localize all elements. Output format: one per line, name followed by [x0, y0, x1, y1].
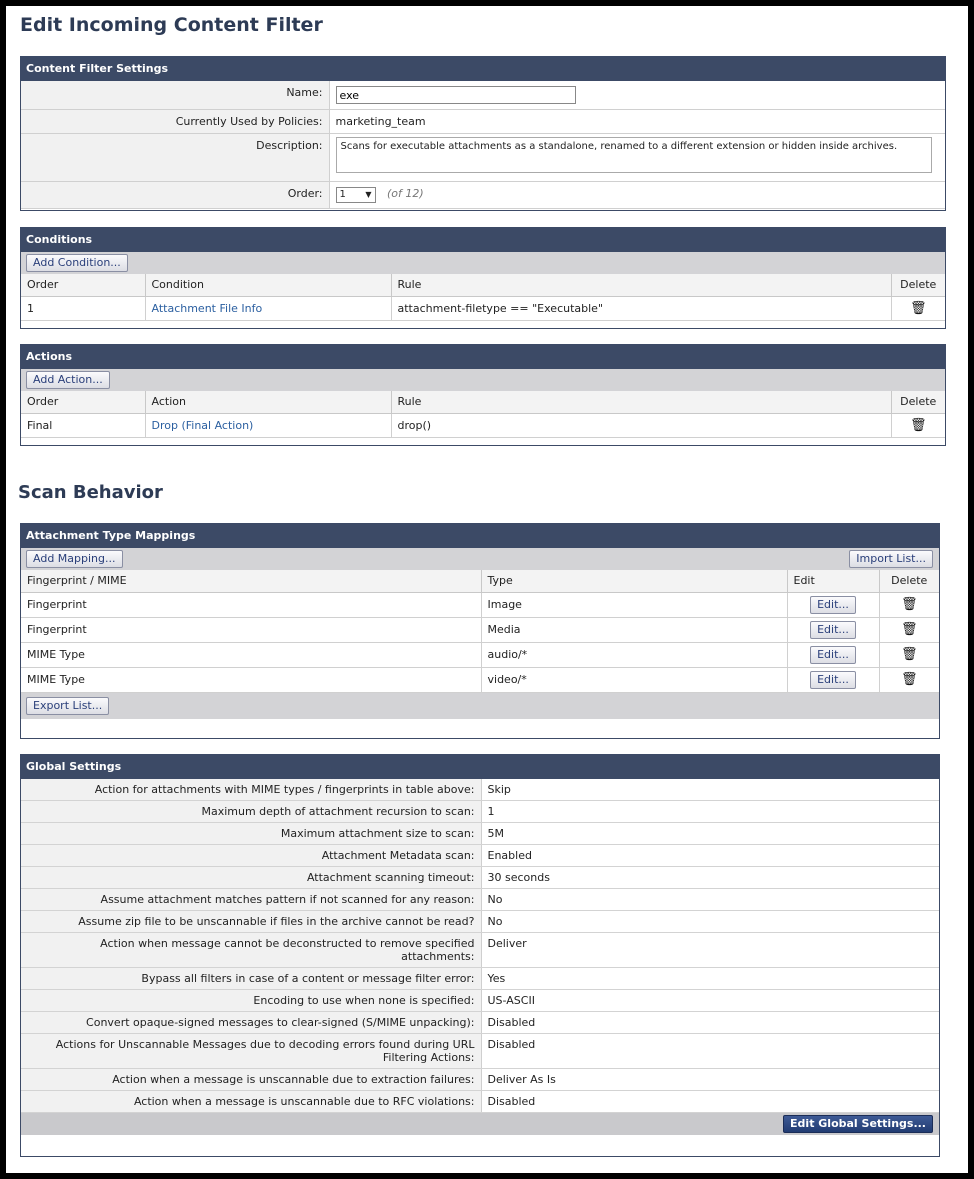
add-mapping-button[interactable]: Add Mapping... [26, 550, 123, 568]
setting-value: Yes [481, 968, 939, 990]
mapping-type: Image [481, 592, 787, 617]
add-action-button[interactable]: Add Action... [26, 371, 110, 389]
setting-label: Encoding to use when none is specified: [21, 990, 481, 1012]
setting-row [21, 933, 939, 968]
column-header: Condition [145, 274, 391, 296]
mapping-kind: Fingerprint [21, 592, 481, 617]
condition-order: 1 [21, 296, 145, 320]
setting-row [21, 867, 939, 889]
condition-rule: attachment-filetype == "Executable" [391, 296, 891, 320]
mappings-footer [21, 693, 939, 719]
description-textarea[interactable]: Scans for executable attachments as a standalone, renamed to a different extension or hidden inside archives. [336, 137, 932, 173]
table-row [21, 667, 939, 692]
table-header-row [21, 570, 939, 592]
attachment-mappings-panel [20, 523, 940, 739]
setting-value: 1 [481, 801, 939, 823]
setting-value: No [481, 911, 939, 933]
setting-row [21, 1034, 939, 1069]
setting-label: Assume zip file to be unscannable if files in the archive cannot be read? [21, 911, 481, 933]
setting-value: Disabled [481, 1034, 939, 1069]
setting-value: Disabled [481, 1091, 939, 1113]
actions-toolbar [21, 369, 945, 391]
mappings-table [21, 570, 939, 693]
panel-header: Attachment Type Mappings [21, 524, 939, 548]
table-header-row [21, 274, 945, 296]
edit-mapping-button[interactable]: Edit... [810, 621, 856, 639]
setting-row [21, 1091, 939, 1113]
column-header: Fingerprint / MIME [21, 570, 481, 592]
conditions-toolbar [21, 252, 945, 274]
setting-label: Action when message cannot be deconstructed to remove specified attachments: [21, 933, 481, 968]
setting-value: Enabled [481, 845, 939, 867]
column-header: Action [145, 391, 391, 413]
trash-icon[interactable]: 🗑 [900, 671, 918, 687]
setting-label: Convert opaque-signed messages to clear-signed (S/MIME unpacking): [21, 1012, 481, 1034]
setting-row [21, 801, 939, 823]
order-label: Order: [21, 182, 329, 209]
setting-value: Disabled [481, 1012, 939, 1034]
description-label: Description: [21, 134, 329, 182]
content-filter-form [21, 81, 945, 209]
panel-header: Actions [21, 345, 945, 369]
edit-mapping-button[interactable]: Edit... [810, 646, 856, 664]
mapping-type: audio/* [481, 642, 787, 667]
table-row [21, 642, 939, 667]
mappings-toolbar [21, 548, 939, 570]
used-by-label: Currently Used by Policies: [21, 110, 329, 134]
trash-icon[interactable]: 🗑 [900, 621, 918, 637]
setting-row [21, 845, 939, 867]
column-header: Edit [787, 570, 879, 592]
setting-value: Deliver As Is [481, 1069, 939, 1091]
column-header: Rule [391, 391, 891, 413]
setting-label: Maximum depth of attachment recursion to scan: [21, 801, 481, 823]
setting-row [21, 779, 939, 801]
setting-row [21, 990, 939, 1012]
setting-value: No [481, 889, 939, 911]
table-row [21, 413, 945, 437]
order-select[interactable] [336, 187, 376, 203]
column-header: Order [21, 391, 145, 413]
trash-icon[interactable]: 🗑 [900, 596, 918, 612]
conditions-table [21, 274, 945, 321]
edit-mapping-button[interactable]: Edit... [810, 671, 856, 689]
actions-panel [20, 344, 946, 446]
setting-label: Action when a message is unscannable due to extraction failures: [21, 1069, 481, 1091]
order-total: (of 12) [387, 187, 424, 200]
setting-label: Bypass all filters in case of a content or message filter error: [21, 968, 481, 990]
column-header: Delete [891, 391, 945, 413]
setting-value: 30 seconds [481, 867, 939, 889]
edit-mapping-button[interactable]: Edit... [810, 596, 856, 614]
name-label: Name: [21, 81, 329, 110]
table-row [21, 296, 945, 320]
global-settings-panel [20, 754, 940, 1157]
setting-label: Action when a message is unscannable due to RFC violations: [21, 1091, 481, 1113]
page-title: Edit Incoming Content Filter [20, 14, 323, 36]
actions-table [21, 391, 945, 438]
action-link[interactable]: Drop (Final Action) [151, 418, 254, 432]
setting-row [21, 1012, 939, 1034]
mapping-kind: MIME Type [21, 642, 481, 667]
export-list-button[interactable]: Export List... [26, 697, 109, 715]
order-select-value: 1 [339, 189, 346, 200]
trash-icon[interactable]: 🗑 [900, 646, 918, 662]
setting-row [21, 968, 939, 990]
global-settings-footer [21, 1113, 939, 1135]
setting-value: US-ASCII [481, 990, 939, 1012]
setting-value: 5M [481, 823, 939, 845]
table-header-row [21, 391, 945, 413]
scan-behavior-title: Scan Behavior [18, 482, 163, 503]
action-rule: drop() [391, 413, 891, 437]
panel-header: Conditions [21, 228, 945, 252]
setting-label: Attachment Metadata scan: [21, 845, 481, 867]
action-order: Final [21, 413, 145, 437]
setting-value: Deliver [481, 933, 939, 968]
mapping-kind: MIME Type [21, 667, 481, 692]
condition-link[interactable]: Attachment File Info [151, 301, 263, 315]
page-frame [6, 6, 968, 1173]
setting-value: Skip [481, 779, 939, 801]
edit-global-settings-button[interactable]: Edit Global Settings... [783, 1115, 933, 1133]
column-header: Delete [879, 570, 939, 592]
setting-row [21, 889, 939, 911]
setting-label: Maximum attachment size to scan: [21, 823, 481, 845]
setting-row [21, 911, 939, 933]
trash-icon[interactable]: 🗑 [909, 300, 927, 316]
setting-row [21, 1069, 939, 1091]
conditions-panel [20, 227, 946, 329]
column-header: Delete [891, 274, 945, 296]
mapping-type: Media [481, 617, 787, 642]
trash-icon[interactable]: 🗑 [909, 417, 927, 433]
content-filter-settings-panel [20, 56, 946, 211]
table-row [21, 592, 939, 617]
setting-label: Attachment scanning timeout: [21, 867, 481, 889]
mapping-kind: Fingerprint [21, 617, 481, 642]
column-header: Rule [391, 274, 891, 296]
mapping-type: video/* [481, 667, 787, 692]
name-input[interactable] [336, 86, 576, 104]
used-by-value: marketing_team [329, 110, 945, 134]
table-row [21, 617, 939, 642]
global-settings-table [21, 779, 939, 1113]
column-header: Type [481, 570, 787, 592]
setting-label: Actions for Unscannable Messages due to decoding errors found during URL Filtering Actions: [21, 1034, 481, 1069]
import-list-button[interactable]: Import List... [849, 550, 933, 568]
setting-label: Assume attachment matches pattern if not scanned for any reason: [21, 889, 481, 911]
panel-header: Content Filter Settings [21, 57, 945, 81]
setting-row [21, 823, 939, 845]
add-condition-button[interactable]: Add Condition... [26, 254, 128, 272]
panel-header: Global Settings [21, 755, 939, 779]
setting-label: Action for attachments with MIME types / fingerprints in table above: [21, 779, 481, 801]
chevron-down-icon: ▼ [365, 190, 372, 199]
column-header: Order [21, 274, 145, 296]
